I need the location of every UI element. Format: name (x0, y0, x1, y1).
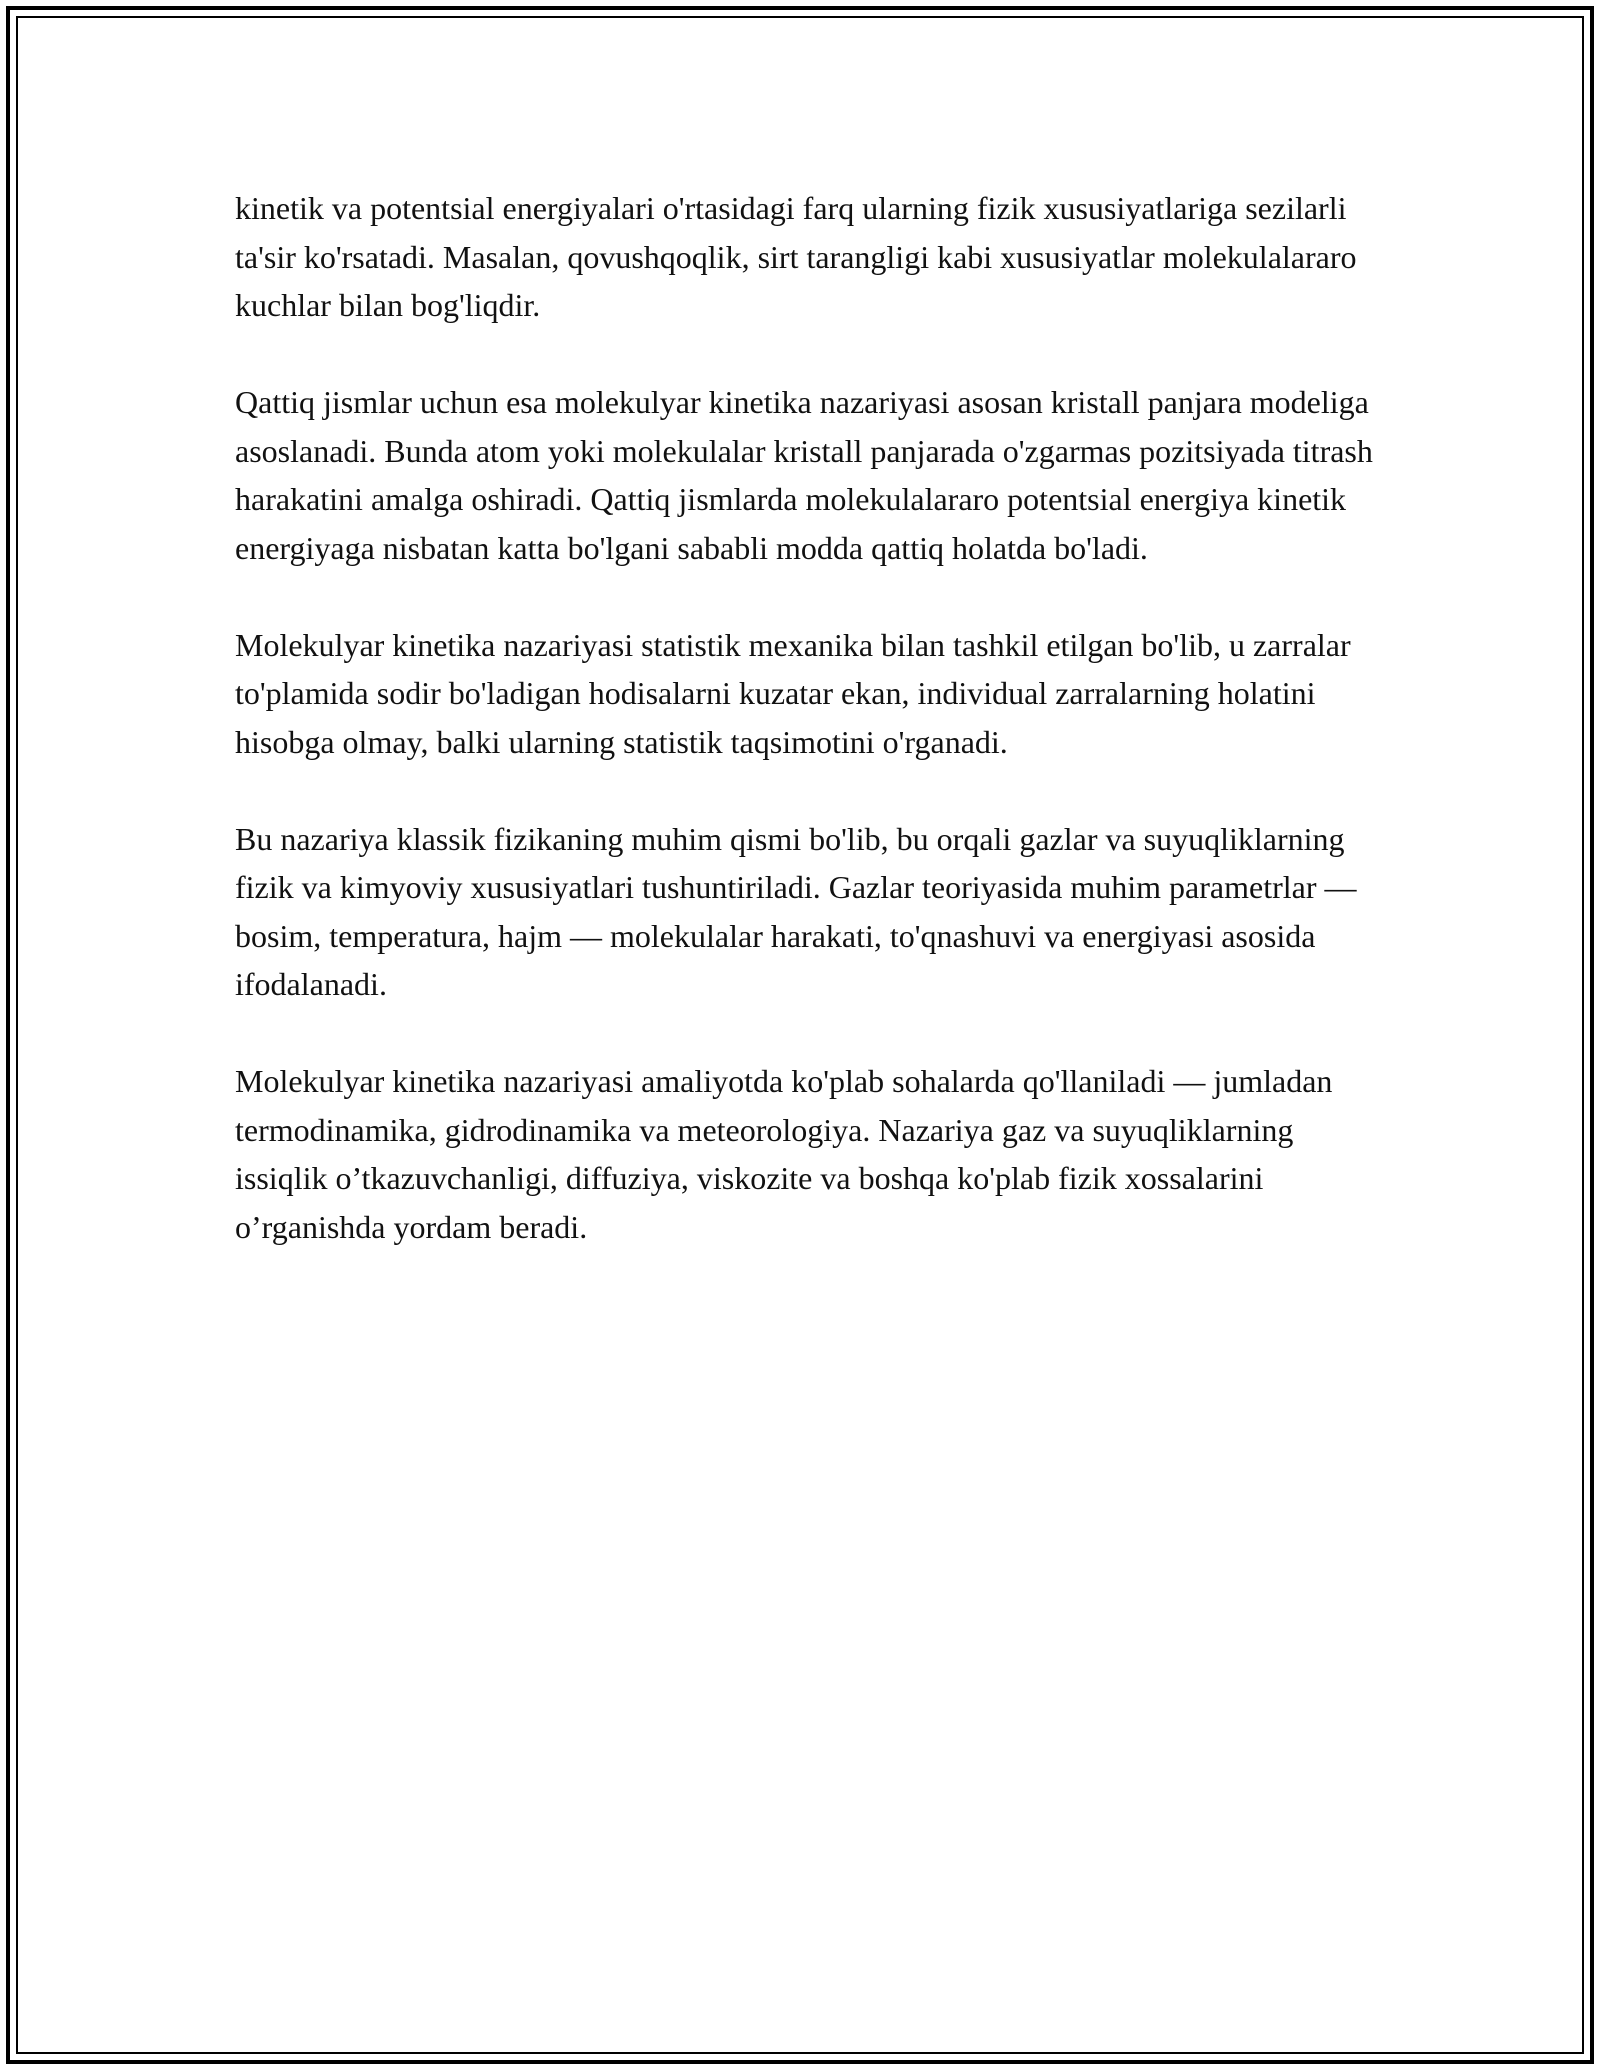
paragraph-3: Molekulyar kinetika nazariyasi statistik mexanika bilan tashkil etilgan bo'lib, u zarralar to'plamida sodir bo'ladigan hodisalarni kuzatar ekan, individual zarralarning holatini hisobga olmay, balki ularning statistik taqsimotini o'rganadi. (235, 626, 1351, 760)
paragraph-2: Qattiq jismlar uchun esa molekulyar kinetika nazariyasi asosan kristall panjara modeliga asoslanadi. Bunda atom yoki molekulalar kristall panjarada o'zgarmas pozitsiyada titrash harakatini amalga oshiradi. Qattiq jismlarda molekulalararo potentsial energiya kinetik energiyaga nisbatan katta bo'lgani sababli modda qattiq holatda bo'ladi. (235, 384, 1373, 566)
paragraph-1: kinetik va potentsial energiyalari o'rtasidagi farq ularning fizik xususiyatlariga sezilarli ta'sir ko'rsatadi. Masalan, qovushqoqlik, sirt tarangligi kabi xususiyatlar molekulalararo kuchlar bilan bog'liqdir. (235, 190, 1357, 323)
paragraph-4: Bu nazariya klassik fizikaning muhim qismi bo'lib, bu orqali gazlar va suyuqliklarning fizik va kimyoviy xususiyatlari tushuntiriladi. Gazlar teoriyasida muhim parametrlar — bosim, temperatura, hajm — molekulalar harakati, to'qnashuvi va energiyasi asosida ifodalanadi. (235, 820, 1357, 1002)
document-body (235, 184, 1385, 1300)
paragraph-5: Molekulyar kinetika nazariyasi amaliyotda ko'plab sohalarda qo'llaniladi — jumladan termodinamika, gidrodinamika va meteorologiya. Nazariya gaz va suyuqliklarning issiqlik o’tkazuvchanligi, diffuziya, viskozite va boshqa ko'plab fizik xossalarini o’rganishda yordam beradi. (235, 1063, 1333, 1245)
